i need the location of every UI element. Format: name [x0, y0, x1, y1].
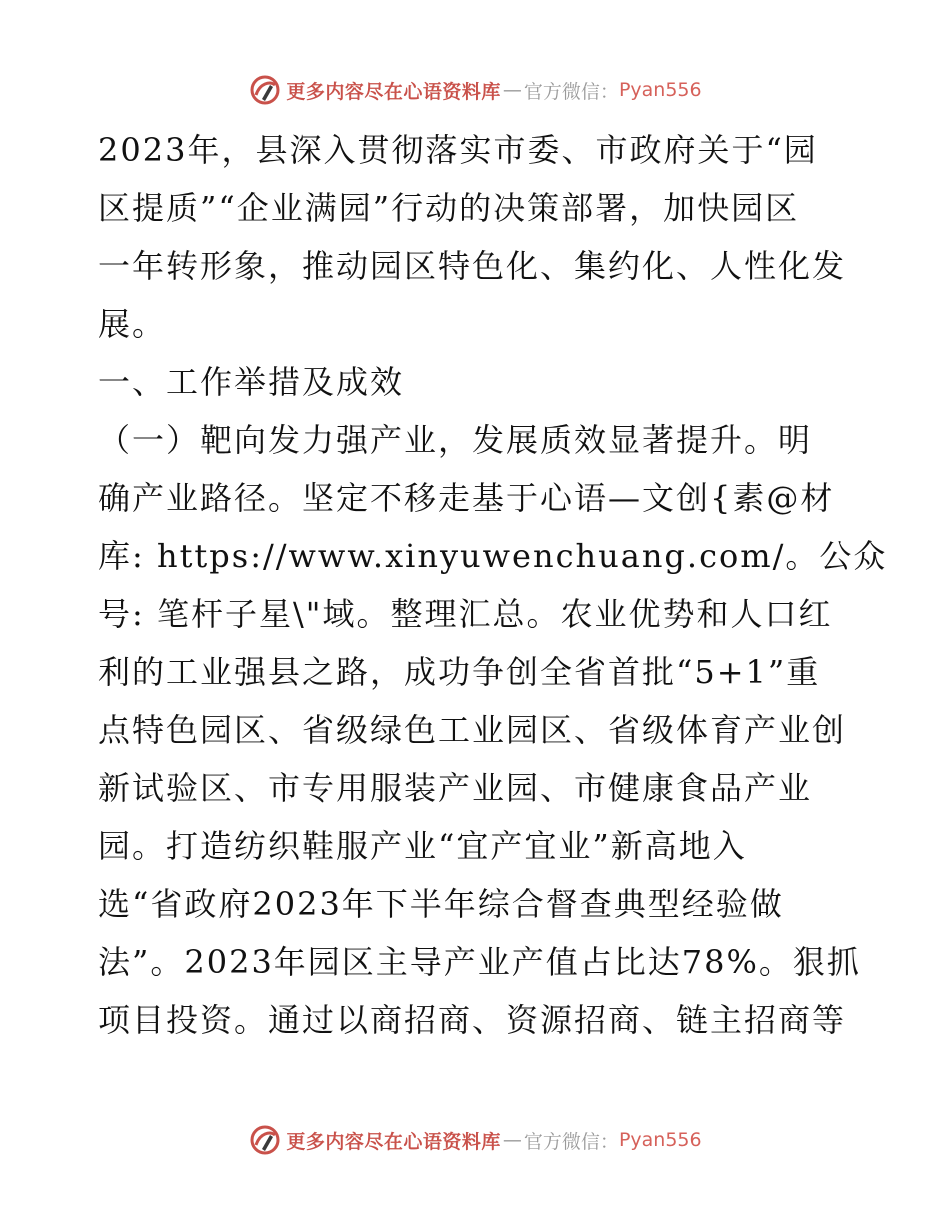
body-line: 法”。2023年园区主导产业产值占比达78%。狠抓	[98, 943, 861, 981]
watermark-main-text: 更多内容尽在心语资料库	[286, 80, 501, 103]
watermark-account: Pyan556	[618, 1129, 702, 1151]
pen-swirl-logo-icon	[248, 1123, 282, 1157]
body-line: 号: 笔杆子星\"域。整理汇总。农业优势和人口红	[98, 595, 833, 633]
body-line: 一年转形象，推动园区特色化、集约化、人性化发	[98, 247, 847, 285]
body-line: 园。打造纺织鞋服产业“宜产宜业”新高地入	[98, 827, 747, 865]
watermark-separator: —	[502, 1129, 522, 1151]
body-line: 点特色园区、省级绿色工业园区、省级体育产业创	[98, 711, 847, 749]
header-watermark	[0, 70, 950, 110]
watermark-label: 官方微信：	[523, 80, 619, 103]
watermark-account: Pyan556	[618, 79, 702, 101]
watermark-separator: —	[502, 79, 522, 101]
body-line: 选“省政府2023年下半年综合督查典型经验做	[98, 885, 784, 923]
body-line: 项目投资。通过以商招商、资源招商、链主招商等	[98, 1001, 847, 1039]
watermark-main-text: 更多内容尽在心语资料库	[286, 1130, 501, 1153]
body-line: （一）靶向发力强产业，发展质效显著提升。明	[98, 421, 813, 459]
body-line: 展。	[98, 305, 167, 343]
section-heading: 一、工作举措及成效	[98, 363, 405, 401]
body-line: 确产业路径。坚定不移走基于心语—文创{素@材	[98, 479, 835, 517]
watermark-label: 官方微信：	[523, 1130, 619, 1153]
pen-swirl-logo-icon	[248, 73, 282, 107]
body-line: 区提质”“企业满园”行动的决策部署，加快园区	[98, 189, 800, 227]
footer-watermark	[0, 1120, 950, 1160]
body-line: 2023年，县深入贯彻落实市委、市政府关于“园	[98, 131, 818, 169]
body-line: 库: https://www.xinyuwenchuang.com/。公众	[98, 537, 888, 575]
body-line: 利的工业强县之路，成功争创全省首批“5+1”重	[98, 653, 821, 691]
body-line: 新试验区、市专用服装产业园、市健康食品产业	[98, 769, 813, 807]
document-body	[98, 121, 888, 1049]
